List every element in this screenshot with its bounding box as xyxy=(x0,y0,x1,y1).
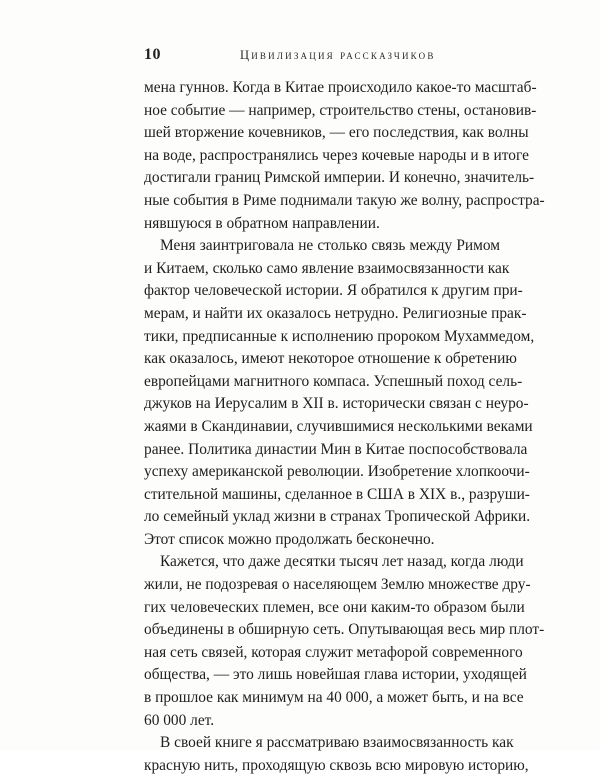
text-line: в прошлое как минимум на 40 000, а может быть, и на все xyxy=(144,689,524,707)
text-line: жаями в Скандинавии, случившимися несколькими веками xyxy=(144,417,533,435)
running-head xyxy=(144,46,498,66)
text-line: и Китаем, сколько само явление взаимосвязанности как xyxy=(144,259,510,277)
paragraph-4 xyxy=(144,732,529,777)
text-line: мерам, и найти их оказалось нетрудно. Религиозные прак- xyxy=(144,304,527,322)
text-line: гих человеческих племен, все они каким-то образом были xyxy=(144,598,525,616)
paragraph-1 xyxy=(144,77,545,235)
text-line: 60 000 лет. xyxy=(144,711,215,729)
text-line: на воде, распространялись через кочевые народы и в итоге xyxy=(144,146,529,164)
text-line: как оказалось, имеют некоторое отношение к обретению xyxy=(144,350,517,368)
paragraph-3 xyxy=(144,551,545,732)
text-line: тики, предписанные к исполнению пророком Мухаммедом, xyxy=(144,327,535,345)
text-line: стительной машины, сделанное в США в XIX в., разруши- xyxy=(144,485,530,503)
text-line: нявшуюся в обратном направлении. xyxy=(144,214,380,232)
text-line: ная сеть связей, которая служит метафорой современного xyxy=(144,643,523,661)
text-line: мена гуннов. Когда в Китае происходило какое-то масштаб- xyxy=(144,79,537,96)
page-number: 10 xyxy=(144,46,161,63)
text-line: ное событие — например, строительство стены, остановив- xyxy=(144,101,537,119)
text-line: фактор человеческой истории. Я обратился к другим при- xyxy=(144,282,523,300)
text-line: ранее. Политика династии Мин в Китае поспособствовала xyxy=(144,440,528,458)
text-line: Кажется, что даже десятки тысяч лет назад, когда люди xyxy=(160,553,524,571)
text-line: красную нить, проходящую сквозь всю мировую историю, xyxy=(144,756,529,774)
text-line: В своей книге я рассматриваю взаимосвязанность как xyxy=(160,734,514,752)
text-line: успеху американской революции. Изобретение хлопкоочи- xyxy=(144,463,530,481)
text-line: ные события в Риме поднимали такую же волну, распростра- xyxy=(144,191,545,209)
text-line: жили, не подозревая о населяющем Землю множестве дру- xyxy=(144,576,531,594)
body-text xyxy=(144,77,545,777)
text-line: шей вторжение кочевников, — его последствия, как волны xyxy=(144,124,529,142)
text-line: европейцами магнитного компаса. Успешный поход сель- xyxy=(144,372,523,390)
running-title: Цивилизация рассказчиков xyxy=(240,48,436,62)
paragraph-2 xyxy=(144,235,535,551)
text-line: джуков на Иерусалим в XII в. исторически связан с неуро- xyxy=(144,395,529,413)
text-line: ло семейный уклад жизни в странах Тропической Африки. xyxy=(144,508,531,526)
text-line: общества, — это лишь новейшая глава истории, уходящей xyxy=(144,666,527,684)
text-line: достигали границ Римской империи. И конечно, значитель- xyxy=(144,169,535,187)
text-line: Меня заинтриговала не столько связь между Римом xyxy=(160,237,500,255)
text-line: объединены в обширную сеть. Опутывающая весь мир плот- xyxy=(144,621,545,639)
text-line: Этот список можно продолжать бесконечно. xyxy=(144,530,435,548)
